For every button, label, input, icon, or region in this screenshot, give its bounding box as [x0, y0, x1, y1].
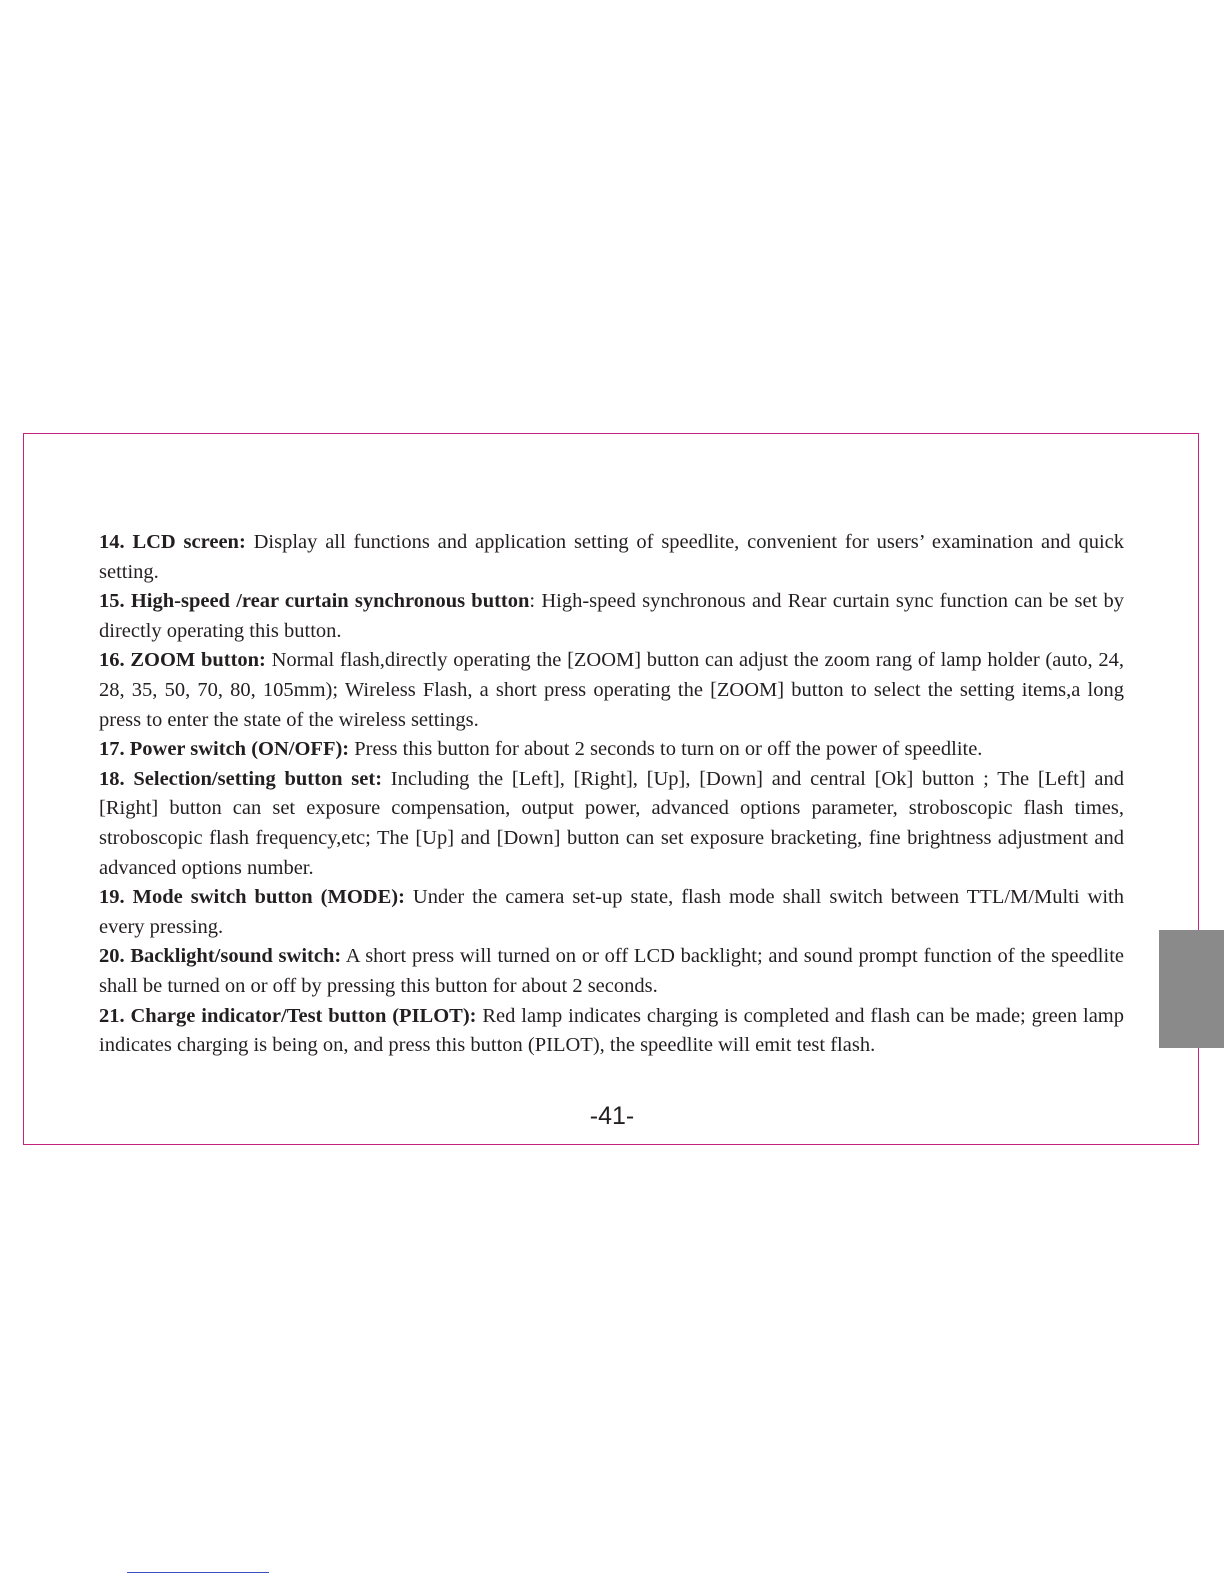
footnote-rule [127, 1572, 269, 1573]
item-text: Including the [Left], [Right], [Up], [Down] and central [Ok] button ; The [Left] and [Right] button can set exposure compensation, output power, advanced options parameter, stroboscopic flash times, stroboscopic flash frequency,etc; The [Up] and [Down] button can set exposure bracketing, fine brightness adjustment and advanced options number. [99, 767, 1124, 879]
item-text: Display all functions and application setting of speedlite, convenient for users’ examination and quick setting. [99, 531, 1124, 583]
item-heading: 14. LCD screen: [99, 531, 246, 553]
item-heading: 15. High-speed /rear curtain synchronous button [99, 590, 530, 613]
manual-item-17 [99, 735, 1124, 765]
section-tab-marker [1159, 930, 1224, 1048]
manual-item-14 [99, 528, 1124, 587]
item-heading: 21. Charge indicator/Test button (PILOT): [99, 1004, 477, 1027]
item-text: Normal flash,directly operating the [ZOOM] button can adjust the zoom rang of lamp holder (auto, 24, 28, 35, 50, 70, 80, 105mm); Wireless Flash, a short press operating the [ZOOM] button to select the setting items,a long press to enter the state of the wireless settings. [99, 649, 1124, 731]
item-heading: 18. Selection/setting button set: [99, 767, 383, 790]
item-text: A short press will turned on or off LCD backlight; and sound prompt function of the speedlite shall be turned on or off by pressing this button for about 2 seconds. [99, 945, 1124, 997]
manual-item-19 [99, 883, 1124, 942]
item-heading: 19. Mode switch button (MODE): [99, 886, 405, 909]
item-text: Under the camera set-up state, flash mode shall switch between TTL/M/Multi with every pressing. [99, 886, 1124, 938]
page-number: -41- [589, 1102, 635, 1130]
item-text: Press this button for about 2 seconds to turn on or off the power of speedlite. [349, 738, 983, 761]
item-heading: 17. Power switch (ON/OFF): [99, 738, 350, 761]
manual-content [99, 528, 1124, 1061]
manual-item-21 [99, 1002, 1124, 1061]
manual-item-16 [99, 646, 1124, 735]
manual-item-20 [99, 942, 1124, 1001]
item-heading: 20. Backlight/sound switch: [99, 945, 342, 968]
manual-item-15 [99, 587, 1124, 646]
manual-item-18 [99, 765, 1124, 883]
item-heading: 16. ZOOM button: [99, 649, 266, 672]
item-text: Red lamp indicates charging is completed and flash can be made; green lamp indicates charging is being on, and press this button (PILOT), the speedlite will emit test flash. [99, 1004, 1124, 1057]
item-text: : High-speed synchronous and Rear curtain sync function can be set by directly operating this button. [99, 590, 1124, 642]
